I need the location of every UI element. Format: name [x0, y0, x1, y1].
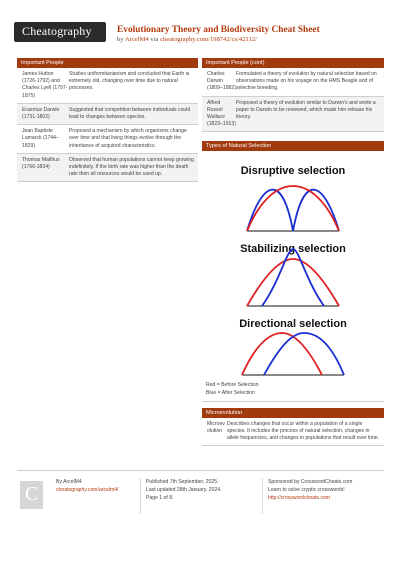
footer-separator: [140, 478, 141, 514]
term-description: Describes changes that occur within a population of a single species. It includes the process of natural selection, changes in allele frequencies, and changes in populations that result over time.: [227, 420, 380, 442]
sponsor-text: Learn to solve cryptic crosswords!: [268, 487, 345, 494]
table-row: [202, 418, 384, 447]
person-name: James Hutton (1726-1792) and Charles Lyell (1797-1875): [22, 71, 68, 99]
section-heading-microevolution: Microevolution: [202, 408, 384, 418]
table-row: [17, 104, 198, 125]
before-curve-stabilizing: [247, 259, 339, 306]
natural-selection-section: [202, 141, 384, 401]
person-description: Observed that human populations cannot keep growing indefinitely. If the birth rate was higher than the death rate then all resources would be used up.: [69, 156, 194, 178]
table-row: [17, 68, 198, 104]
microevolution-section: [202, 408, 384, 447]
person-name: Charles Darwin (1809–1882): [207, 71, 236, 92]
after-curve-stabilizing: [262, 249, 324, 306]
legend-note: [202, 379, 384, 401]
page-number: Page 1 of 8.: [146, 495, 174, 502]
footer-logo-letter: C: [25, 483, 39, 505]
before-curve-directional: [242, 333, 322, 375]
footer-by-label: By ArcelM4: [56, 479, 82, 485]
before-curve-disruptive: [247, 186, 339, 231]
sponsor-link[interactable]: http://crosswordcheats.com: [268, 495, 330, 502]
panel-label-stabilizing: Stabilizing selection: [240, 243, 346, 256]
person-description: Proposed a mechanism by which organisms change over time and that living things evolve through the inheritance of acquired characteristics.: [69, 128, 187, 149]
selection-curves-svg: [202, 151, 384, 379]
published-date: Published 7th September, 2025.: [146, 479, 219, 485]
section-heading-important-people-cont: Important People (cont): [202, 58, 384, 68]
byline: [117, 36, 257, 43]
logo-text: Cheatography: [22, 24, 92, 38]
footer-dates: [146, 478, 256, 524]
page-header: [0, 0, 400, 52]
section-heading-important-people: Important People: [17, 58, 198, 68]
table-row: [17, 154, 198, 183]
panel-label-disruptive: Disruptive selection: [240, 165, 346, 178]
person-description: Formulated a theory of evolution by natural selection based on observations made on his voyage on the HMS Beagle and of selective breeding.: [236, 71, 377, 92]
right-column: [202, 58, 384, 446]
cheatography-footer-logo: [20, 481, 43, 509]
sponsor-line: Sponsored by CrosswordCheats.com: [268, 479, 353, 485]
after-curve-disruptive: [247, 190, 339, 231]
panel-label-directional: Directional selection: [239, 318, 347, 331]
footer-sponsor: [268, 478, 388, 524]
table-row: [202, 97, 384, 133]
cheatography-logo[interactable]: [14, 22, 106, 42]
by-prefix: by: [117, 36, 124, 43]
term-name: Microevolution: [207, 420, 225, 435]
person-name: Erasmus Darwin (1731-1802): [22, 106, 60, 121]
footer-divider: [17, 470, 384, 471]
footer-author-link[interactable]: cheatography.com/arcelm4/: [56, 487, 119, 494]
left-column: [17, 58, 198, 182]
legend-after: Blue = After Selection: [206, 389, 255, 396]
footer-separator: [262, 478, 263, 514]
updated-date: Last updated 28th January, 2024.: [146, 487, 222, 494]
person-name: Thomas Malthus (1766-1834): [22, 156, 60, 171]
table-row: [202, 68, 384, 97]
table-row: [17, 125, 198, 154]
page-title: Evolutionary Theory and Biodiversity Cheat Sheet: [117, 25, 320, 35]
after-curve-directional: [264, 333, 344, 375]
via-label: via: [150, 36, 159, 43]
author-link[interactable]: ArcelM4: [124, 36, 149, 43]
natural-selection-figure: [202, 151, 384, 379]
person-name: Alfred Russel Wallace (1823–1913): [207, 99, 236, 128]
sheet-url-link[interactable]: cheatography.com/198742/cs/42112/: [160, 36, 258, 43]
legend-before: Red = Before Selection: [206, 382, 259, 389]
person-name: Jean Baptiste Lamarck (1744–1829): [22, 128, 59, 149]
section-heading-natural-selection: Types of Natural Selection: [202, 141, 384, 151]
person-description: Suggested that competition between individuals could lead to changes between species.: [69, 106, 191, 121]
person-description: Proposed a theory of evolution similar to Darwin's and wrote a paper to Darwin to be reviewed, which made him release his theory.: [236, 99, 376, 121]
person-description: Studies uniformitarianism and concluded that Earth is extremely old, changing over time due to natural processes.: [69, 71, 190, 92]
footer-author: [56, 478, 136, 524]
